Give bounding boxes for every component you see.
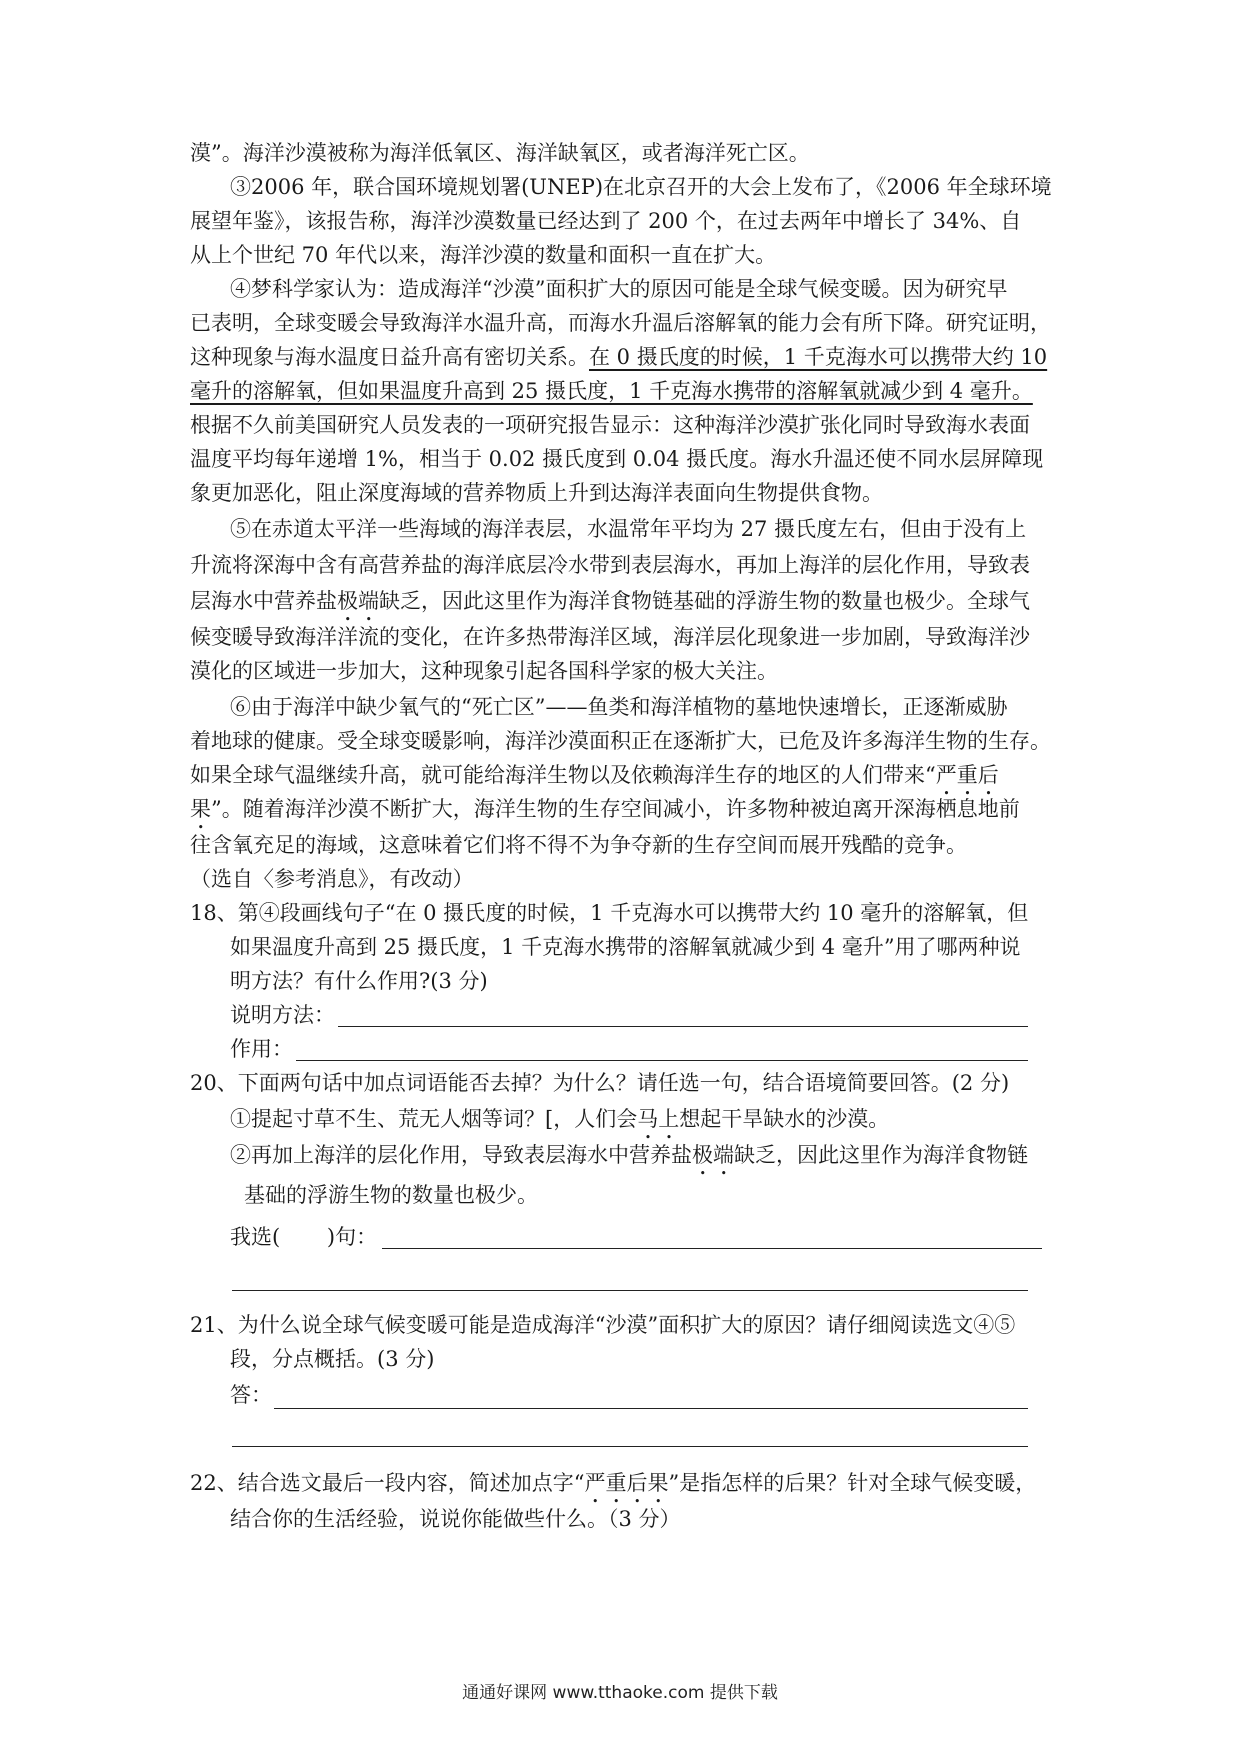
question-20: 20、下面两句话中加点词语能否去掉？为什么？请任选一句，结合语境简要回答。(2 分) bbox=[190, 1071, 1010, 1095]
passage-line: 根据不久前美国研究人员发表的一项研究报告显示：这种海洋沙漠扩张化同时导致海水表面 bbox=[190, 413, 1030, 437]
dotted-word: 极端 bbox=[337, 589, 379, 613]
dotted-word: 极端 bbox=[692, 1143, 734, 1167]
effect-label: 作用： bbox=[230, 1037, 293, 1061]
passage-text: ”。随着海洋沙漠不断扩大，海洋生物的生存空间减小，许多物种被迫离开深海栖息地前 bbox=[211, 797, 1020, 821]
sentence-text: ②再加上海洋的层化作用，导致表层海水中营养盐 bbox=[230, 1143, 692, 1167]
passage-line: ④梦科学家认为：造成海洋“沙漠”面积扩大的原因可能是全球气候变暖。因为研究早 bbox=[230, 277, 1008, 301]
passage-line: 着地球的健康。受全球变暖影响，海洋沙漠面积正在逐渐扩大，已危及许多海洋生物的生存。 bbox=[190, 729, 1051, 753]
answer-line[interactable] bbox=[296, 1060, 1028, 1061]
passage-line: 从上个世纪 70 年代以来，海洋沙漠的数量和面积一直在扩大。 bbox=[190, 243, 777, 267]
question-22 bbox=[190, 1468, 1060, 1508]
question-text: ”是指怎样的后果？针对全球气候变暖， bbox=[668, 1471, 1037, 1495]
sentence-1 bbox=[230, 1104, 1060, 1144]
dotted-word: 严重后果 bbox=[584, 1471, 669, 1495]
passage-line: 展望年鉴》，该报告称，海洋沙漠数量已经达到了 200 个，在过去两年中增长了 34%、自 bbox=[190, 209, 1022, 233]
passage-line: ⑤在赤道太平洋一些海域的海洋表层，水温常年平均为 27 摄氏度左右，但由于没有上 bbox=[230, 517, 1027, 541]
answer-line[interactable] bbox=[338, 1026, 1028, 1027]
sentence-text: 想起干旱缺水的沙漠。 bbox=[679, 1107, 890, 1131]
passage-line: 漠”。海洋沙漠被称为海洋低氧区、海洋缺氧区，或者海洋死亡区。 bbox=[190, 141, 810, 165]
answer-line[interactable] bbox=[274, 1408, 1028, 1409]
choice-label: 我选( )句： bbox=[230, 1225, 378, 1249]
question-22-cont: 结合你的生活经验，说说你能做些什么。（3 分） bbox=[230, 1507, 681, 1531]
passage-line: 往含氧充足的海域，这意味着它们将不得不为争夺新的生存空间而展开残酷的竞争。 bbox=[190, 833, 967, 857]
sentence-text: 缺乏，因此这里作为海洋食物链 bbox=[734, 1143, 1028, 1167]
passage-line: 已表明，全球变暖会导致海洋水温升高，而海水升温后溶解氧的能力会有所下降。研究证明， bbox=[190, 311, 1051, 335]
sentence-2 bbox=[230, 1140, 1060, 1180]
passage-text: 缺乏，因此这里作为海洋食物链基础的浮游生物的数量也极少。全球气 bbox=[379, 589, 1030, 613]
question-18: 18、第④段画线句子“在 0 摄氏度的时候，1 千克海水可以携带大约 10 毫升的溶解氧，但 bbox=[190, 901, 1029, 925]
answer-line[interactable] bbox=[232, 1446, 1028, 1447]
passage-text: 如果全球气温继续升高，就可能给海洋生物以及依赖海洋生存的地区的人们带来“ bbox=[190, 763, 936, 787]
dotted-word: 果 bbox=[190, 797, 211, 821]
answer-line[interactable] bbox=[382, 1248, 1042, 1249]
question-18-cont: 如果温度升高到 25 摄氏度，1 千克海水携带的溶解氧就减少到 4 毫升”用了哪两种说 bbox=[230, 935, 1021, 959]
passage-line bbox=[190, 342, 1060, 372]
passage-line bbox=[190, 794, 1060, 834]
answer-label: 答： bbox=[230, 1383, 272, 1407]
passage-line bbox=[190, 586, 1060, 626]
method-label: 说明方法： bbox=[230, 1003, 335, 1027]
source-note: （选自〈参考消息》，有改动） bbox=[190, 867, 474, 891]
question-18-cont: 明方法？有什么作用?(3 分) bbox=[230, 969, 488, 993]
passage-line: 升流将深海中含有高营养盐的海洋底层冷水带到表层海水，再加上海洋的层化作用，导致表 bbox=[190, 553, 1030, 577]
sentence-text: ①提起寸草不生、荒无人烟等词？[，人们会 bbox=[230, 1107, 638, 1131]
passage-line: 漠化的区域进一步加大，这种现象引起各国科学家的极大关注。 bbox=[190, 659, 778, 683]
answer-line[interactable] bbox=[232, 1290, 1028, 1291]
sentence-2-cont: 基础的浮游生物的数量也极少。 bbox=[244, 1183, 538, 1207]
passage-line: ⑥由于海洋中缺少氧气的“死亡区”——鱼类和海洋植物的墓地快速增长，正逐渐威胁 bbox=[230, 695, 1008, 719]
underlined-sentence: 毫升的溶解氧，但如果温度升高到 25 摄氏度，1 千克海水携带的溶解氧就减少到 4 毫升。 bbox=[190, 379, 1033, 403]
dotted-word: 马上 bbox=[637, 1107, 680, 1131]
question-21-cont: 段，分点概括。(3 分) bbox=[230, 1347, 435, 1371]
passage-text: 层海水中营养盐 bbox=[190, 589, 337, 613]
question-text: 22、结合选文最后一段内容，简述加点字“ bbox=[190, 1471, 585, 1495]
passage-line: 温度平均每年递增 1%，相当于 0.02 摄氏度到 0.04 摄氏度。海水升温还使不同水层屏障现 bbox=[190, 447, 1044, 471]
passage-line: ③2006 年，联合国环境规划署(UNEP)在北京召开的大会上发布了，《2006 年全球环境 bbox=[230, 175, 1052, 199]
passage-text: 这种现象与海水温度日益升高有密切关系。 bbox=[190, 345, 589, 369]
page-footer: 通通好课网 www.tthaoke.com 提供下载 bbox=[462, 1683, 778, 1703]
dotted-word: 严重后 bbox=[935, 763, 999, 787]
question-21: 21、为什么说全球气候变暖可能是造成海洋“沙漠”面积扩大的原因？请仔细阅读选文④⑤ bbox=[190, 1313, 1016, 1337]
passage-line bbox=[190, 376, 1060, 406]
passage-line: 象更加恶化，阻止深度海域的营养物质上升到达海洋表面向生物提供食物。 bbox=[190, 481, 883, 505]
passage-line: 候变暖导致海洋洋流的变化，在许多热带海洋区域，海洋层化现象进一步加剧，导致海洋沙 bbox=[190, 625, 1030, 649]
underlined-sentence: 在 0 摄氏度的时候，1 千克海水可以携带大约 10 bbox=[589, 345, 1048, 369]
